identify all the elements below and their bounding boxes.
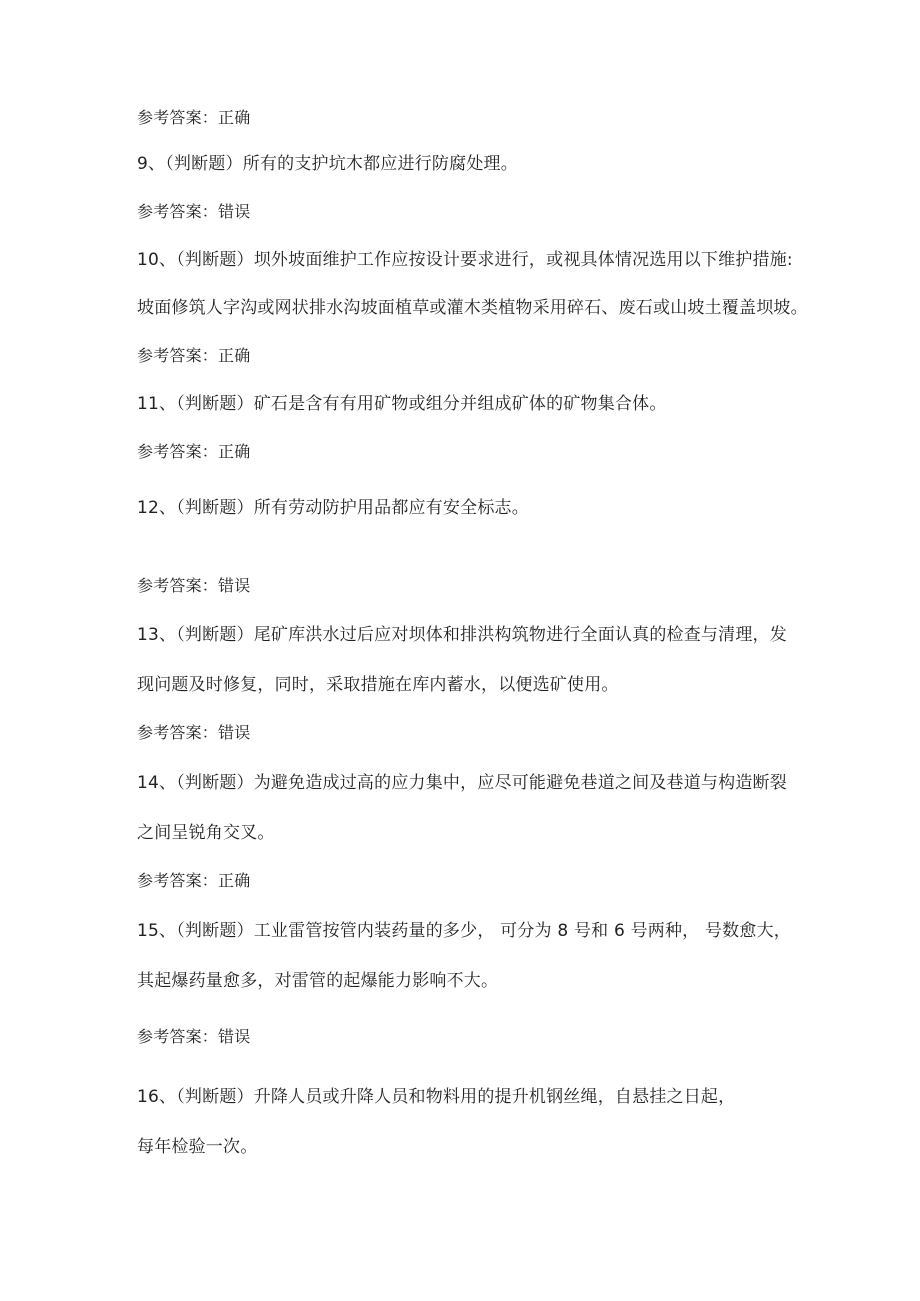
question-9: 9、（判断题）所有的支护坑木都应进行防腐处理。: [137, 154, 518, 174]
answer-line: 参考答案：错误: [137, 202, 251, 221]
question-10-continued: 坡面修筑人字沟或网状排水沟坡面植草或灌木类植物采用碎石、废石或山坡土覆盖坝坡。: [137, 298, 808, 318]
question-13-continued: 现问题及时修复，同时，采取措施在库内蓄水，以便选矿使用。: [137, 675, 619, 695]
answer-line: 参考答案：错误: [137, 1027, 251, 1046]
question-13: 13、（判断题）尾矿库洪水过后应对坝体和排洪构筑物进行全面认真的检查与清理，发: [137, 625, 787, 645]
answer-line: 参考答案：正确: [137, 871, 251, 890]
answer-line: 参考答案：正确: [137, 346, 251, 365]
question-15-continued: 其起爆药量愈多，对雷管的起爆能力影响不大。: [137, 971, 499, 991]
question-14: 14、（判断题）为避免造成过高的应力集中，应尽可能避免巷道之间及巷道与构造断裂: [137, 773, 787, 793]
answer-line: 参考答案：错误: [137, 576, 251, 595]
question-10: 10、（判断题）坝外坡面维护工作应按设计要求进行，或视具体情况选用以下维护措施:: [137, 250, 793, 270]
answer-line: 参考答案：正确: [137, 108, 251, 127]
answer-line: 参考答案：错误: [137, 723, 251, 742]
question-15: 15、（判断题）工业雷管按管内装药量的多少， 可分为 8 号和 6 号两种， 号数愈大，: [137, 921, 791, 941]
question-16-continued: 每年检验一次。: [137, 1137, 258, 1157]
question-14-continued: 之间呈锐角交叉。: [137, 823, 275, 843]
question-16: 16、（判断题）升降人员或升降人员和物料用的提升机钢丝绳，自悬挂之日起，: [137, 1087, 736, 1107]
answer-line: 参考答案：正确: [137, 442, 251, 461]
question-11: 11、（判断题）矿石是含有有用矿物或组分并组成矿体的矿物集合体。: [137, 394, 667, 414]
question-12: 12、（判断题）所有劳动防护用品都应有安全标志。: [137, 498, 529, 518]
